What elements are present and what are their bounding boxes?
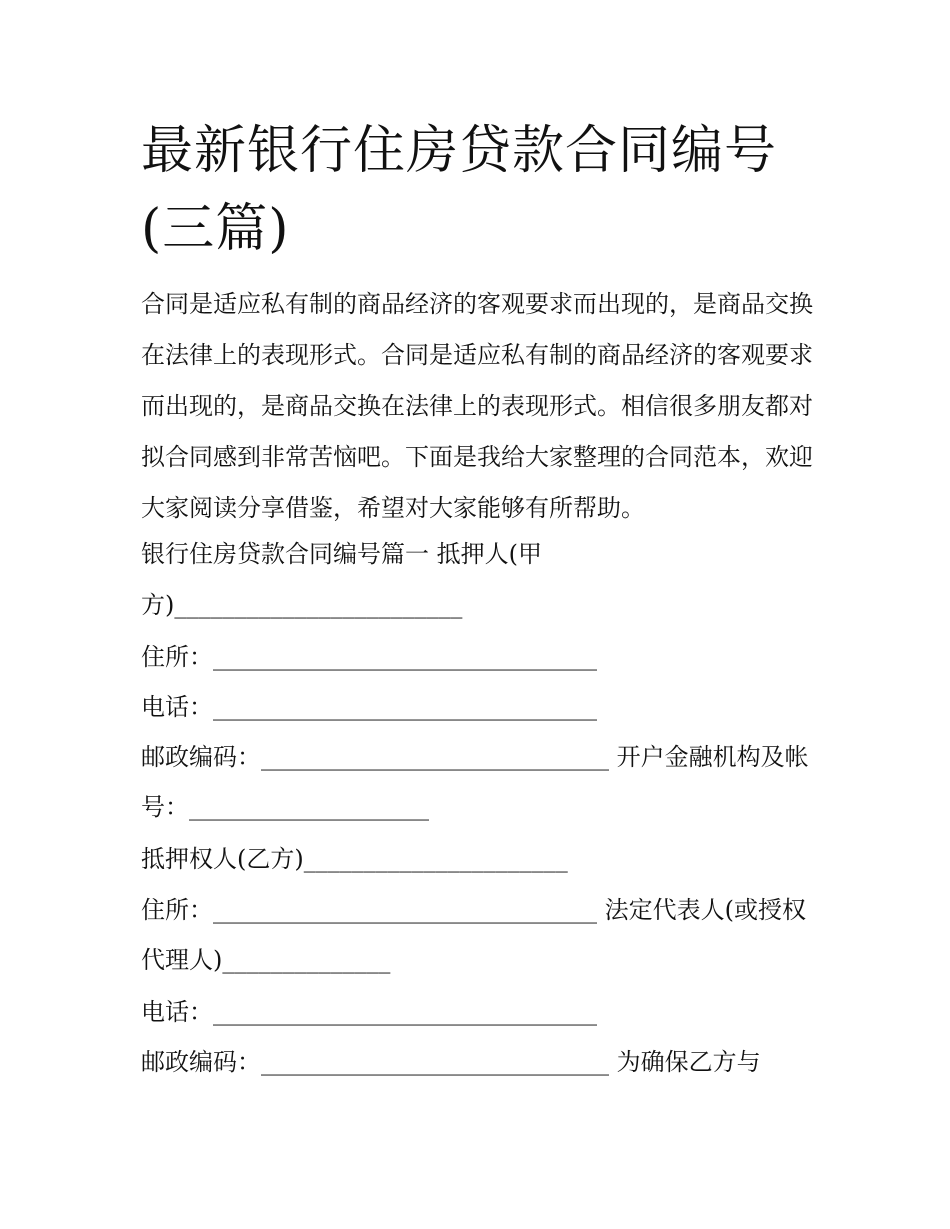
- document-title: 最新银行住房贷款合同编号(三篇): [141, 121, 778, 259]
- contract-line: 住所：________________________________: [141, 643, 597, 671]
- contract-line: 电话：________________________________: [141, 998, 597, 1026]
- contract-line: 银行住房贷款合同编号篇一 抵押人(甲: [141, 540, 542, 568]
- contract-line: 方)________________________: [141, 591, 463, 619]
- contract-line: 住所：________________________________ 法定代表人(或授权: [141, 896, 806, 924]
- contract-line: 抵押权人(乙方)______________________: [141, 845, 568, 873]
- contract-line: 邮政编码：_____________________________ 开户金融机构及帐: [141, 743, 809, 771]
- contract-line: 邮政编码：_____________________________ 为确保乙方与: [141, 1048, 761, 1076]
- contract-line: 号：____________________: [141, 793, 429, 821]
- contract-line: 代理人)______________: [141, 946, 391, 974]
- intro-paragraph: 合同是适应私有制的商品经济的客观要求而出现的，是商品交换在法律上的表现形式。合同是适应私有制的商品经济的客观要求而出现的，是商品交换在法律上的表现形式。相信很多朋友都对拟合同感到非常苦恼吧。下面是我给大家整理的合同范本，欢迎大家阅读分享借鉴，希望对大家能够有所帮助。: [141, 290, 813, 522]
- contract-line: 电话：________________________________: [141, 693, 597, 721]
